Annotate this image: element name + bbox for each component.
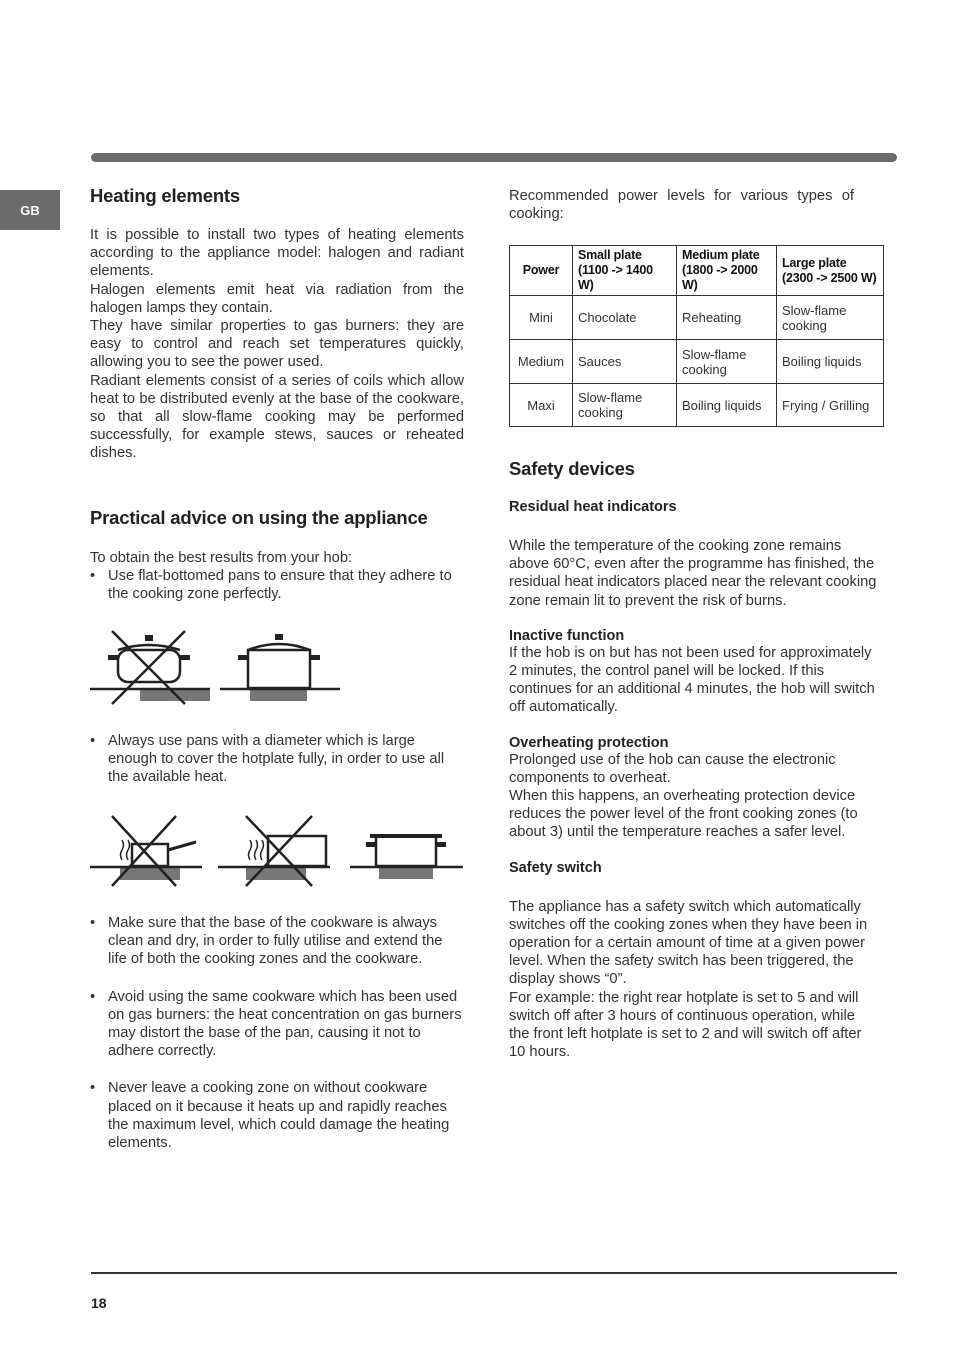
table-cell: Slow-flame cooking <box>677 340 777 384</box>
heating-paragraph: Radiant elements consist of a series of coils which allow heat to be distributed evenly at the base of the cookware, so that all slow-flame cooking may be performed successfully, for example stews, sauces or reheated dishes. <box>90 372 464 462</box>
switch-text: For example: the right rear hotplate is set to 5 and will switch off after 3 hours of continuous operation, while the front left hotplate is set to 2 and will switch off after 10 hours. <box>509 989 862 1061</box>
heating-heading: Heating elements <box>90 185 240 206</box>
table-cell: Mini <box>510 296 573 340</box>
list-item: • Always use pans with a diameter which is large enough to cover the hotplate fully, in order to use all the available heat. <box>90 732 464 787</box>
advice-list-2 <box>90 732 464 787</box>
header-medium-range: (1800 -> 2000 W) <box>682 263 758 292</box>
table-cell: Slow-flame cooking <box>777 296 884 340</box>
language-tab: GB <box>0 190 60 230</box>
page-number: 18 <box>91 1295 107 1311</box>
residual-heading: Residual heat indicators <box>509 499 677 515</box>
header-rule <box>91 153 897 162</box>
table-header-row <box>510 246 884 296</box>
table-cell: Boiling liquids <box>777 340 884 384</box>
heating-paragraph: Halogen elements emit heat via radiation from the halogen lamps they contain. <box>90 281 464 316</box>
crossed-medium-pan-icon <box>218 816 330 886</box>
table-cell: Slow-flame cooking <box>573 384 677 427</box>
footer-rule <box>91 1272 897 1274</box>
table-row <box>510 340 884 384</box>
table-cell: Frying / Grilling <box>777 384 884 427</box>
list-item: • Use flat-bottomed pans to ensure that they adhere to the cooking zone perfectly. <box>90 567 464 603</box>
switch-heading: Safety switch <box>509 859 602 876</box>
heating-paragraph: It is possible to install two types of heating elements according to the appliance model: halogen and radiant elements. <box>90 227 464 280</box>
header-power: Power <box>510 246 573 296</box>
heating-paragraph: They have similar properties to gas burners: they are easy to control and reach set temperatures quickly, allowing you to see the power used. <box>90 318 464 371</box>
table-row <box>510 296 884 340</box>
header-large-title: Large plate <box>782 255 847 270</box>
table-cell: Sauces <box>573 340 677 384</box>
flat-pan-illustration <box>90 628 345 708</box>
list-item: • Never leave a cooking zone on without cookware placed on it because it heats up and rapidly reaches the maximum level, which could damage the heating elements. <box>90 1079 464 1152</box>
table-row <box>510 384 884 427</box>
overheat-heading: Overheating protection <box>509 734 669 751</box>
table-intro-text: Recommended power levels for various types of cooking: <box>509 188 854 223</box>
header-large-plate <box>777 246 884 296</box>
pan-size-illustration <box>90 812 465 890</box>
header-small-title: Small plate <box>578 248 642 262</box>
inactive-heading: Inactive function <box>509 627 625 644</box>
advice-list-3 <box>90 914 464 1152</box>
correct-pan-icon <box>350 834 463 879</box>
table-cell: Boiling liquids <box>677 384 777 427</box>
overheat-text: When this happens, an overheating protection device reduces the power level of the front cooking zones (to about 3) until the temperature reaches a safer level. <box>509 788 858 841</box>
list-item: • Avoid using the same cookware which has been used on gas burners: the heat concentration on gas burners may distort the base of the pan, causing it not to adhere correctly. <box>90 988 464 1061</box>
switch-text: The appliance has a safety switch which automatically switches off the cooking zones when they have been in operation for a certain amount of time at a given power level. When the safety switch has been triggered, the display shows “0”. <box>509 898 868 988</box>
advice-heading: Practical advice on using the appliance <box>90 507 428 528</box>
power-level-table <box>509 245 884 427</box>
table-cell: Maxi <box>510 384 573 427</box>
good-pan-icon <box>220 634 340 701</box>
header-small-range: (1100 -> 1400 W) <box>578 263 653 292</box>
table-cell: Medium <box>510 340 573 384</box>
header-medium-title: Medium plate <box>682 248 760 262</box>
list-item: • Make sure that the base of the cookware is always clean and dry, in order to fully utilise and extend the life of both the cooking zones and the cookware. <box>90 914 464 969</box>
heating-section <box>90 185 464 463</box>
header-medium-plate <box>677 246 777 296</box>
table-cell: Chocolate <box>573 296 677 340</box>
header-small-plate <box>573 246 677 296</box>
inactive-text: If the hob is on but has not been used for approximately 2 minutes, the control panel will be locked. If this continues for an additional 4 minutes, the hob will switch off automatically. <box>509 644 875 716</box>
crossed-warped-pan-icon <box>90 631 210 704</box>
crossed-small-pan-icon <box>90 816 202 886</box>
advice-intro: To obtain the best results from your hob: <box>90 550 353 566</box>
table-cell: Reheating <box>677 296 777 340</box>
safety-heading: Safety devices <box>509 458 635 479</box>
residual-text: While the temperature of the cooking zone remains above 60°C, even after the programme has finished, the residual heat indicators placed near the relevant cooking zone remain lit to prevent the risk of burns. <box>509 538 877 609</box>
advice-section <box>90 507 464 604</box>
safety-section <box>509 458 879 1061</box>
overheat-text: Prolonged use of the hob can cause the electronic components to overheat. <box>509 751 836 786</box>
header-large-range: (2300 -> 2500 W) <box>782 270 877 285</box>
table-intro <box>509 187 854 223</box>
